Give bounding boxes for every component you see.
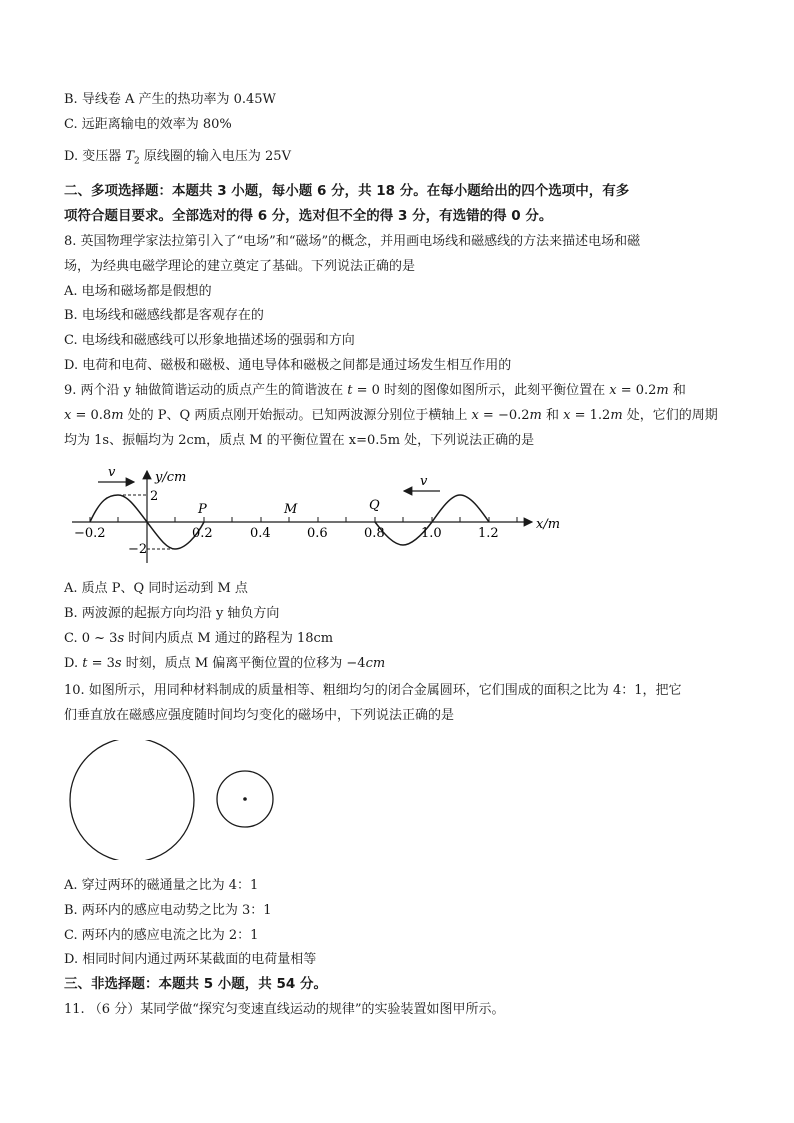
q11-stem: 11. （6 分）某同学做“探究匀变速直线运动的规律”的实验装置如图甲所示。 [64, 1002, 505, 1017]
large-ring [70, 740, 194, 860]
q10-stem-line-1: 10. 如图所示，用同种材料制成的质量相等、粗细均匀的闭合金属圆环，它们围成的面积之比为 4：1，把它 [64, 683, 682, 698]
q9-stem-line-1: 9. 两个沿 y 轴做简谐运动的质点产生的简谐波在 t = 0 时刻的图像如图所示，此刻平衡位置在 x = 0.2m 和 [64, 383, 686, 398]
q8-option-a: A. 电场和磁场都是假想的 [64, 284, 212, 299]
section-2-heading-line-2: 项符合题目要求。全部选对的得 6 分，选对但不全的得 3 分，有选错的得 0 分。 [64, 208, 553, 224]
q8-option-b: B. 电场线和磁感线都是客观存在的 [64, 308, 264, 323]
q9-stem-line-3: 均为 1s、振幅均为 2cm，质点 M 的平衡位置在 x=0.5m 处，下列说法正确的是 [64, 433, 535, 448]
q7-option-c: C. 远距离输电的效率为 80% [64, 117, 232, 132]
x-tick-label: 1.0 [421, 526, 442, 541]
x-axis-label: x/m [536, 517, 561, 532]
q10-rings-figure [0, 740, 794, 860]
q8-stem-line-2: 场，为经典电磁学理论的建立奠定了基础。下列说法正确的是 [64, 259, 416, 274]
point-p-label: P [198, 502, 207, 517]
x-tick-label: 0.6 [307, 526, 328, 541]
section-3-heading: 三、非选择题：本题共 5 小题，共 54 分。 [64, 976, 327, 992]
q10-option-c: C. 两环内的感应电流之比为 2：1 [64, 928, 259, 943]
left-velocity-label: v [108, 465, 116, 480]
q9-option-d: D. t = 3s 时刻，质点 M 偏离平衡位置的位移为 −4cm [64, 656, 386, 671]
small-ring-center-dot [243, 797, 247, 801]
section-2-heading-line-1: 二、多项选择题：本题共 3 小题，每小题 6 分，共 18 分。在每小题给出的四个选项中，有多 [64, 183, 630, 199]
q10-option-a: A. 穿过两环的磁通量之比为 4：1 [64, 878, 259, 893]
q7-option-b: B. 导线卷 A 产生的热功率为 0.45W [64, 92, 276, 107]
point-m-label: M [284, 502, 298, 517]
point-q-label: Q [369, 498, 380, 513]
q7-option-d: D. 变压器 $T_2$ 原线圈的输入电压为 25V [64, 149, 291, 167]
q10-stem-line-2: 们垂直放在磁感应强度随时间均匀变化的磁场中，下列说法正确的是 [64, 708, 455, 723]
x-tick-label: 0.2 [192, 526, 213, 541]
q9-stem-line-2: x = 0.8m 处的 P、Q 两质点刚开始振动。已知两波源分别位于横轴上 x = −0.2m 和 x = 1.2m 处，它们的周期 [64, 408, 718, 423]
y-tick-2: 2 [150, 489, 159, 504]
x-tick-label: −0.2 [74, 526, 106, 541]
x-tick-labels [74, 526, 499, 541]
x-tick-label: 0.8 [364, 526, 385, 541]
y-axis-label: y/cm [155, 470, 187, 485]
x-axis-tick-marks [90, 517, 517, 522]
q10-option-b: B. 两环内的感应电动势之比为 3：1 [64, 903, 272, 918]
q9-wave-graph [0, 455, 794, 570]
q8-option-c: C. 电场线和磁感线可以形象地描述场的强弱和方向 [64, 333, 355, 348]
q9-option-b: B. 两波源的起振方向均沿 y 轴负方向 [64, 606, 280, 621]
right-velocity-label: v [420, 474, 428, 489]
q10-option-d: D. 相同时间内通过两环某截面的电荷量相等 [64, 952, 317, 967]
x-tick-label: 1.2 [478, 526, 499, 541]
q8-option-d: D. 电荷和电荷、磁极和磁极、通电导体和磁极之间都是通过场发生相互作用的 [64, 358, 512, 373]
q8-stem-line-1: 8. 英国物理学家法拉第引入了“电场”和“磁场”的概念，并用画电场线和磁感线的方法来描述电场和磁 [64, 234, 641, 249]
q9-option-c: C. 0 ~ 3s 时间内质点 M 通过的路程为 18cm [64, 631, 334, 646]
q9-option-a: A. 质点 P、Q 同时运动到 M 点 [64, 581, 248, 596]
y-tick-neg-2: −2 [128, 542, 148, 557]
x-tick-label: 0.4 [250, 526, 271, 541]
